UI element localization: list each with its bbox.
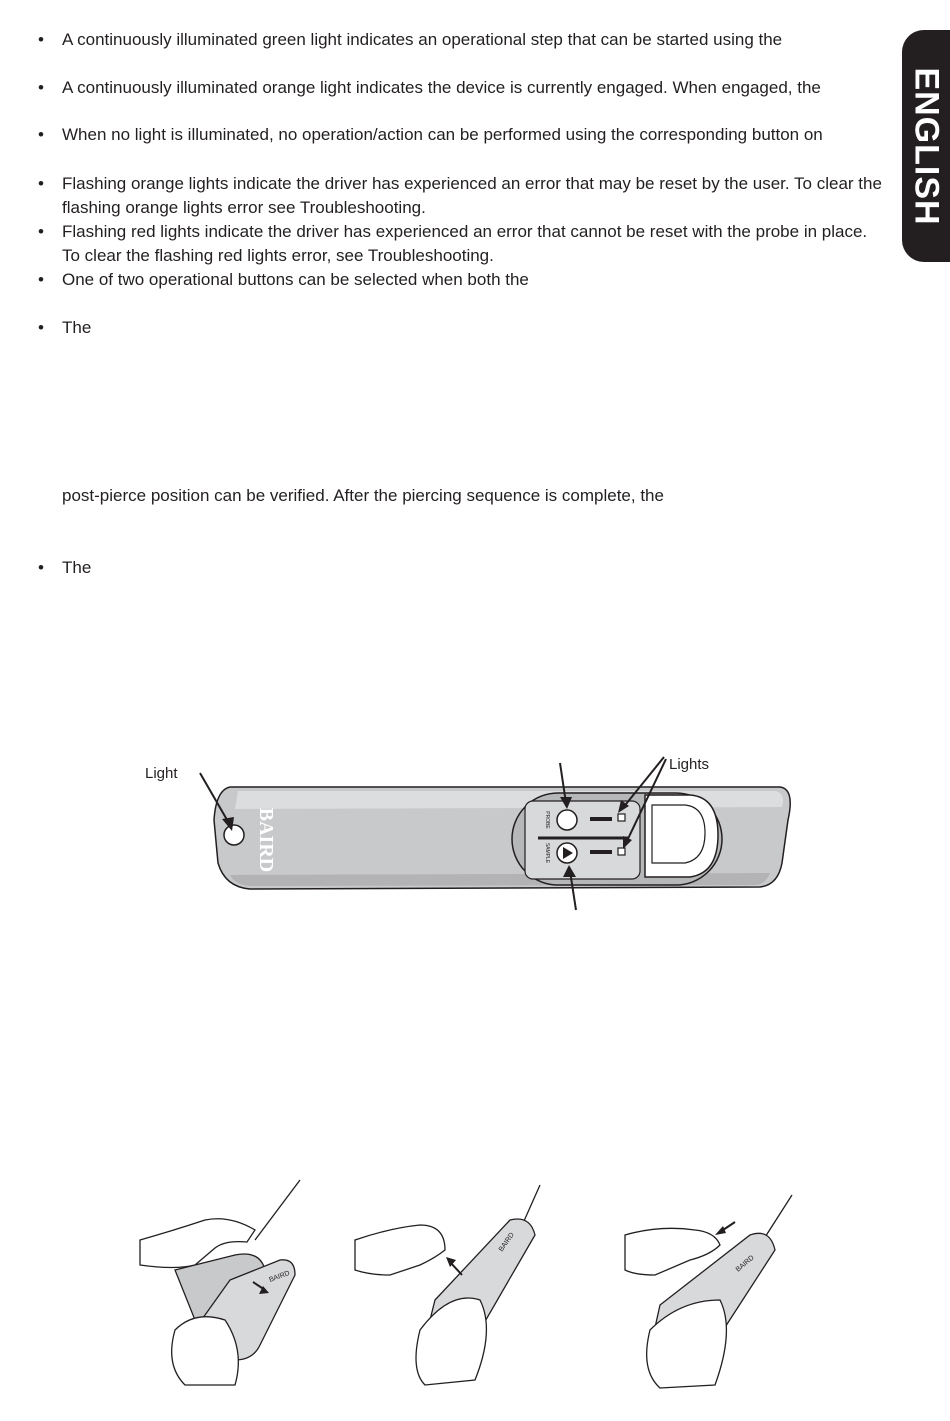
bullet-orange-light: A continuously illuminated orange light indicates the device is currently engaged. When engaged, the: [62, 78, 821, 97]
step-1-brand: BAIRD: [268, 1269, 291, 1284]
indicator-light-bottom: [618, 848, 625, 855]
bullet-flashing-red: Flashing red lights indicate the driver has experienced an error that cannot be reset with the probe in place. To clear the flashing red lights error, see Troubleshooting.: [62, 222, 868, 265]
light-indicator: [224, 825, 244, 845]
bullet-marker: •: [38, 125, 44, 144]
light-label: Light: [145, 765, 178, 782]
indicator-light-top: [618, 814, 625, 821]
post-pierce-text: post-pierce position can be verified. After the piercing sequence is complete, the: [62, 486, 664, 505]
language-tab: [902, 30, 950, 262]
bullet-marker: •: [38, 270, 44, 289]
step-3-brand: BAIRD: [734, 1254, 756, 1274]
bullet-marker: •: [38, 174, 44, 193]
panel-label-sample: SAMPLE: [544, 842, 550, 864]
step-2-illustration: [350, 1180, 550, 1390]
step-1-illustration: [135, 1170, 335, 1390]
step-2-brand: BAIRD: [497, 1231, 516, 1254]
bullet-marker: •: [38, 30, 44, 49]
bullet-flashing-orange: Flashing orange lights indicate the driver has experienced an error that may be reset by the user. To clear the flashing orange lights error see Troubleshooting.: [62, 174, 882, 217]
lights-label: Lights: [669, 756, 710, 773]
bullet-marker: •: [38, 78, 44, 97]
probe-button: [557, 810, 577, 830]
panel-label-probe: PROBE: [544, 811, 550, 829]
bullet-green-light: A continuously illuminated green light indicates an operational step that can be started using the: [62, 30, 783, 49]
bullet-marker: •: [38, 558, 44, 577]
language-tab-label: ENGLISH: [907, 66, 946, 226]
bullet-operational-buttons: One of two operational buttons can be selected when both the: [62, 270, 529, 289]
driver-device-illustration: [190, 745, 820, 915]
bullet-no-light: When no light is illuminated, no operation/action can be performed using the corresponding button on: [62, 125, 823, 144]
bullet-marker: •: [38, 222, 44, 241]
step-3-illustration: [620, 1190, 810, 1390]
bullet-the-1: The: [62, 318, 92, 337]
brand-logo: BAIRD: [255, 807, 277, 873]
bullet-the-2: The: [62, 558, 92, 577]
bullet-marker: •: [38, 318, 44, 337]
